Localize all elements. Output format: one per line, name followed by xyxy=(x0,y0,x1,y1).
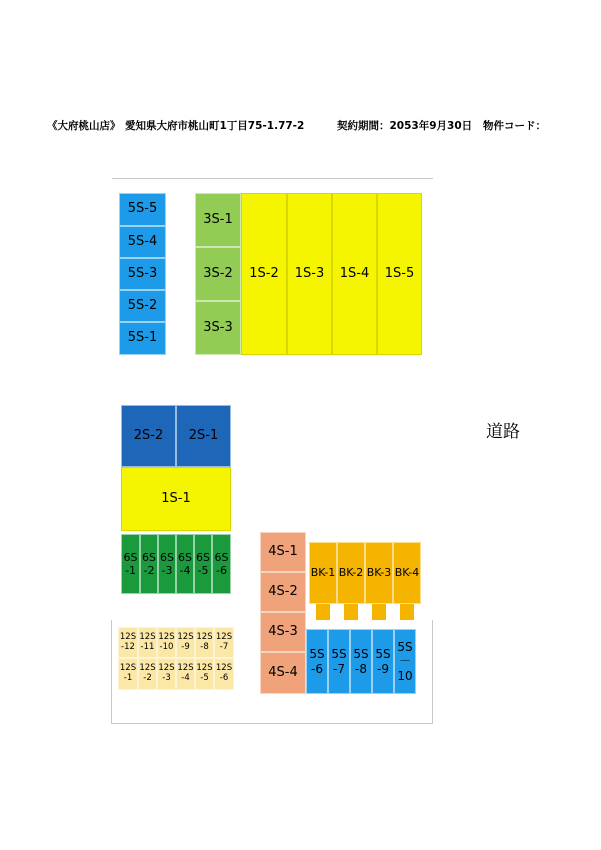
unit-12s-1[interactable] xyxy=(118,658,138,690)
unit-label: BK-4 xyxy=(394,565,420,579)
unit-label: 12S -11 xyxy=(139,631,156,652)
unit-bk-4[interactable] xyxy=(393,542,421,604)
unit-bk-3[interactable] xyxy=(365,542,393,604)
unit-2s-1[interactable] xyxy=(176,405,231,467)
unit-label: 5S-5 xyxy=(127,201,158,217)
unit-5s-10[interactable] xyxy=(394,629,416,694)
unit-1s-2[interactable] xyxy=(241,193,287,355)
unit-4s-3[interactable] xyxy=(260,612,306,652)
unit-5s-6[interactable] xyxy=(306,629,328,694)
unit-3s-2[interactable] xyxy=(195,247,241,301)
site-bottom-border xyxy=(111,723,433,724)
unit-4s-2[interactable] xyxy=(260,572,306,612)
unit-4s-1[interactable] xyxy=(260,532,306,572)
unit-label: 5S -6 xyxy=(309,647,325,676)
unit-label: BK-1 xyxy=(310,565,336,579)
unit-4s-4[interactable] xyxy=(260,652,306,694)
unit-5s-8[interactable] xyxy=(350,629,372,694)
unit-6s-3[interactable] xyxy=(158,534,176,594)
unit-12s-3[interactable] xyxy=(157,658,176,690)
unit-1s-1[interactable] xyxy=(121,467,231,531)
unit-label: BK-2 xyxy=(338,565,364,579)
store-name: 《大府桃山店》 xyxy=(47,120,121,132)
unit-label: 12S -5 xyxy=(196,663,213,683)
unit-5s-9[interactable] xyxy=(372,629,394,694)
unit-label: 3S-1 xyxy=(203,211,233,227)
unit-label: 6S -2 xyxy=(142,550,156,577)
unit-label: 5S -9 xyxy=(375,647,391,676)
unit-label: 12S -9 xyxy=(177,631,194,652)
unit-label: 5S-2 xyxy=(127,297,158,313)
unit-5s-1[interactable] xyxy=(119,322,166,355)
unit-label: 4S-2 xyxy=(268,583,298,599)
unit-5s-4[interactable] xyxy=(119,226,166,258)
site-top-border xyxy=(112,178,433,179)
unit-6s-5[interactable] xyxy=(194,534,212,594)
bk-1-base xyxy=(316,604,330,620)
site-left-border xyxy=(111,620,112,724)
unit-5s-5[interactable] xyxy=(119,193,166,226)
unit-label: 6S -5 xyxy=(196,550,210,577)
unit-12s-11[interactable] xyxy=(138,627,157,658)
unit-label: 2S-1 xyxy=(188,427,219,443)
unit-label: 12S -6 xyxy=(215,663,233,683)
unit-label: 1S-3 xyxy=(294,265,325,281)
unit-1s-5[interactable] xyxy=(377,193,422,355)
unit-12s-5[interactable] xyxy=(195,658,214,690)
unit-label: 12S -12 xyxy=(119,631,137,652)
unit-12s-7[interactable] xyxy=(214,627,234,658)
unit-3s-3[interactable] xyxy=(195,301,241,355)
unit-5s-3[interactable] xyxy=(119,258,166,290)
unit-12s-4[interactable] xyxy=(176,658,195,690)
bk-4-base xyxy=(400,604,414,620)
unit-6s-1[interactable] xyxy=(121,534,140,594)
unit-label: 6S -1 xyxy=(123,550,138,577)
unit-bk-1[interactable] xyxy=(309,542,337,604)
unit-12s-8[interactable] xyxy=(195,627,214,658)
contract-period: 契約期間：2053年9月30日 xyxy=(337,120,473,132)
unit-5s-2[interactable] xyxy=(119,290,166,322)
unit-label: 5S-1 xyxy=(127,330,158,346)
unit-label: 4S-3 xyxy=(268,623,298,639)
unit-label: 12S -10 xyxy=(158,631,175,652)
unit-12s-9[interactable] xyxy=(176,627,195,658)
unit-label: 5S -7 xyxy=(331,647,347,676)
unit-label: 3S-2 xyxy=(203,265,233,281)
unit-label: 5S-4 xyxy=(127,233,158,249)
document-header xyxy=(0,118,601,134)
unit-6s-6[interactable] xyxy=(212,534,231,594)
unit-label: 12S -3 xyxy=(158,663,175,683)
unit-label: 2S-2 xyxy=(133,427,164,443)
unit-label: BK-3 xyxy=(366,565,392,579)
unit-1s-4[interactable] xyxy=(332,193,377,355)
unit-label: 1S-4 xyxy=(339,265,370,281)
unit-1s-3[interactable] xyxy=(287,193,332,355)
unit-label: 12S -1 xyxy=(119,663,137,683)
unit-5s-7[interactable] xyxy=(328,629,350,694)
unit-label: 12S -8 xyxy=(196,631,213,652)
unit-label: 12S -2 xyxy=(139,663,156,683)
bk-2-base xyxy=(344,604,358,620)
bk-3-base xyxy=(372,604,386,620)
address: 愛知県大府市桃山町1丁目75-1.77-2 xyxy=(125,120,305,132)
site-right-border xyxy=(432,620,433,724)
unit-label: 12S -4 xyxy=(177,663,194,683)
unit-label: 4S-4 xyxy=(268,664,298,680)
unit-label: 1S-5 xyxy=(384,265,415,281)
unit-label: 6S -4 xyxy=(178,550,192,577)
unit-label: 5S -8 xyxy=(353,647,369,676)
unit-12s-12[interactable] xyxy=(118,627,138,658)
unit-12s-2[interactable] xyxy=(138,658,157,690)
unit-3s-1[interactable] xyxy=(195,193,241,247)
unit-6s-4[interactable] xyxy=(176,534,194,594)
unit-label: 5S-3 xyxy=(127,265,158,281)
property-code: 物件コード： xyxy=(483,120,546,132)
unit-label: 1S-1 xyxy=(161,490,191,506)
unit-6s-2[interactable] xyxy=(140,534,158,594)
unit-label: 1S-2 xyxy=(249,265,279,281)
unit-label: 4S-1 xyxy=(268,543,298,559)
unit-label: 3S-3 xyxy=(203,319,233,335)
unit-12s-10[interactable] xyxy=(157,627,176,658)
road-label: 道路 xyxy=(486,422,520,442)
unit-label: 12S -7 xyxy=(215,631,233,652)
unit-label: 5S － 10 xyxy=(397,639,413,683)
unit-2s-2[interactable] xyxy=(121,405,176,467)
unit-bk-2[interactable] xyxy=(337,542,365,604)
unit-label: 6S -3 xyxy=(160,550,174,577)
unit-12s-6[interactable] xyxy=(214,658,234,690)
unit-label: 6S -6 xyxy=(214,550,229,577)
